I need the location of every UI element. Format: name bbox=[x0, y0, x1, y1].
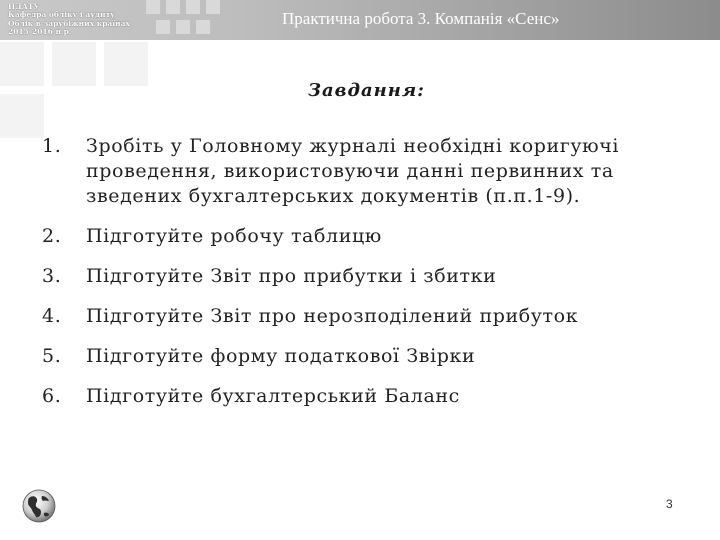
task-text: Підготуйте Звіт про прибутки і збитки bbox=[86, 265, 497, 287]
task-text: Підготуйте робочу таблицю bbox=[86, 225, 382, 247]
task-number: 6. bbox=[42, 385, 62, 407]
slide-title: Практична робота 3. Компанія «Сенс» bbox=[282, 9, 560, 28]
task-number: 1. bbox=[42, 135, 62, 157]
org-line: Кафедра обліку і аудиту bbox=[8, 10, 116, 20]
task-item bbox=[42, 264, 702, 289]
task-text: Підготуйте Звіт про нерозподілений прибуток bbox=[86, 305, 579, 327]
task-item bbox=[42, 224, 702, 249]
task-item bbox=[42, 384, 702, 409]
task-heading: Завдання: bbox=[308, 80, 425, 101]
header-bar bbox=[0, 0, 720, 40]
task-item bbox=[42, 134, 702, 209]
org-line: Облік в зарубіжних країнах bbox=[8, 18, 130, 28]
task-number: 2. bbox=[42, 225, 62, 247]
organization-info bbox=[8, 3, 168, 36]
task-text: Зробіть у Головному журналі необхідні коригуючі проведення, використовуючи данні первинних та зведених бухгалтерських документів (п.п.1-9). bbox=[86, 135, 620, 207]
globe-icon bbox=[22, 489, 56, 523]
org-line: 2015-2016 н.р. bbox=[8, 26, 72, 36]
task-list bbox=[42, 134, 702, 424]
page-number: 3 bbox=[666, 497, 673, 511]
task-item bbox=[42, 304, 702, 329]
task-number: 4. bbox=[42, 305, 62, 327]
org-line: ПДАТУ bbox=[8, 2, 40, 11]
task-number: 5. bbox=[42, 345, 62, 367]
task-text: Підготуйте бухгалтерський Баланс bbox=[86, 385, 460, 407]
task-text: Підготуйте форму податкової Звірки bbox=[86, 345, 476, 367]
task-number: 3. bbox=[42, 265, 62, 287]
task-item bbox=[42, 344, 702, 369]
